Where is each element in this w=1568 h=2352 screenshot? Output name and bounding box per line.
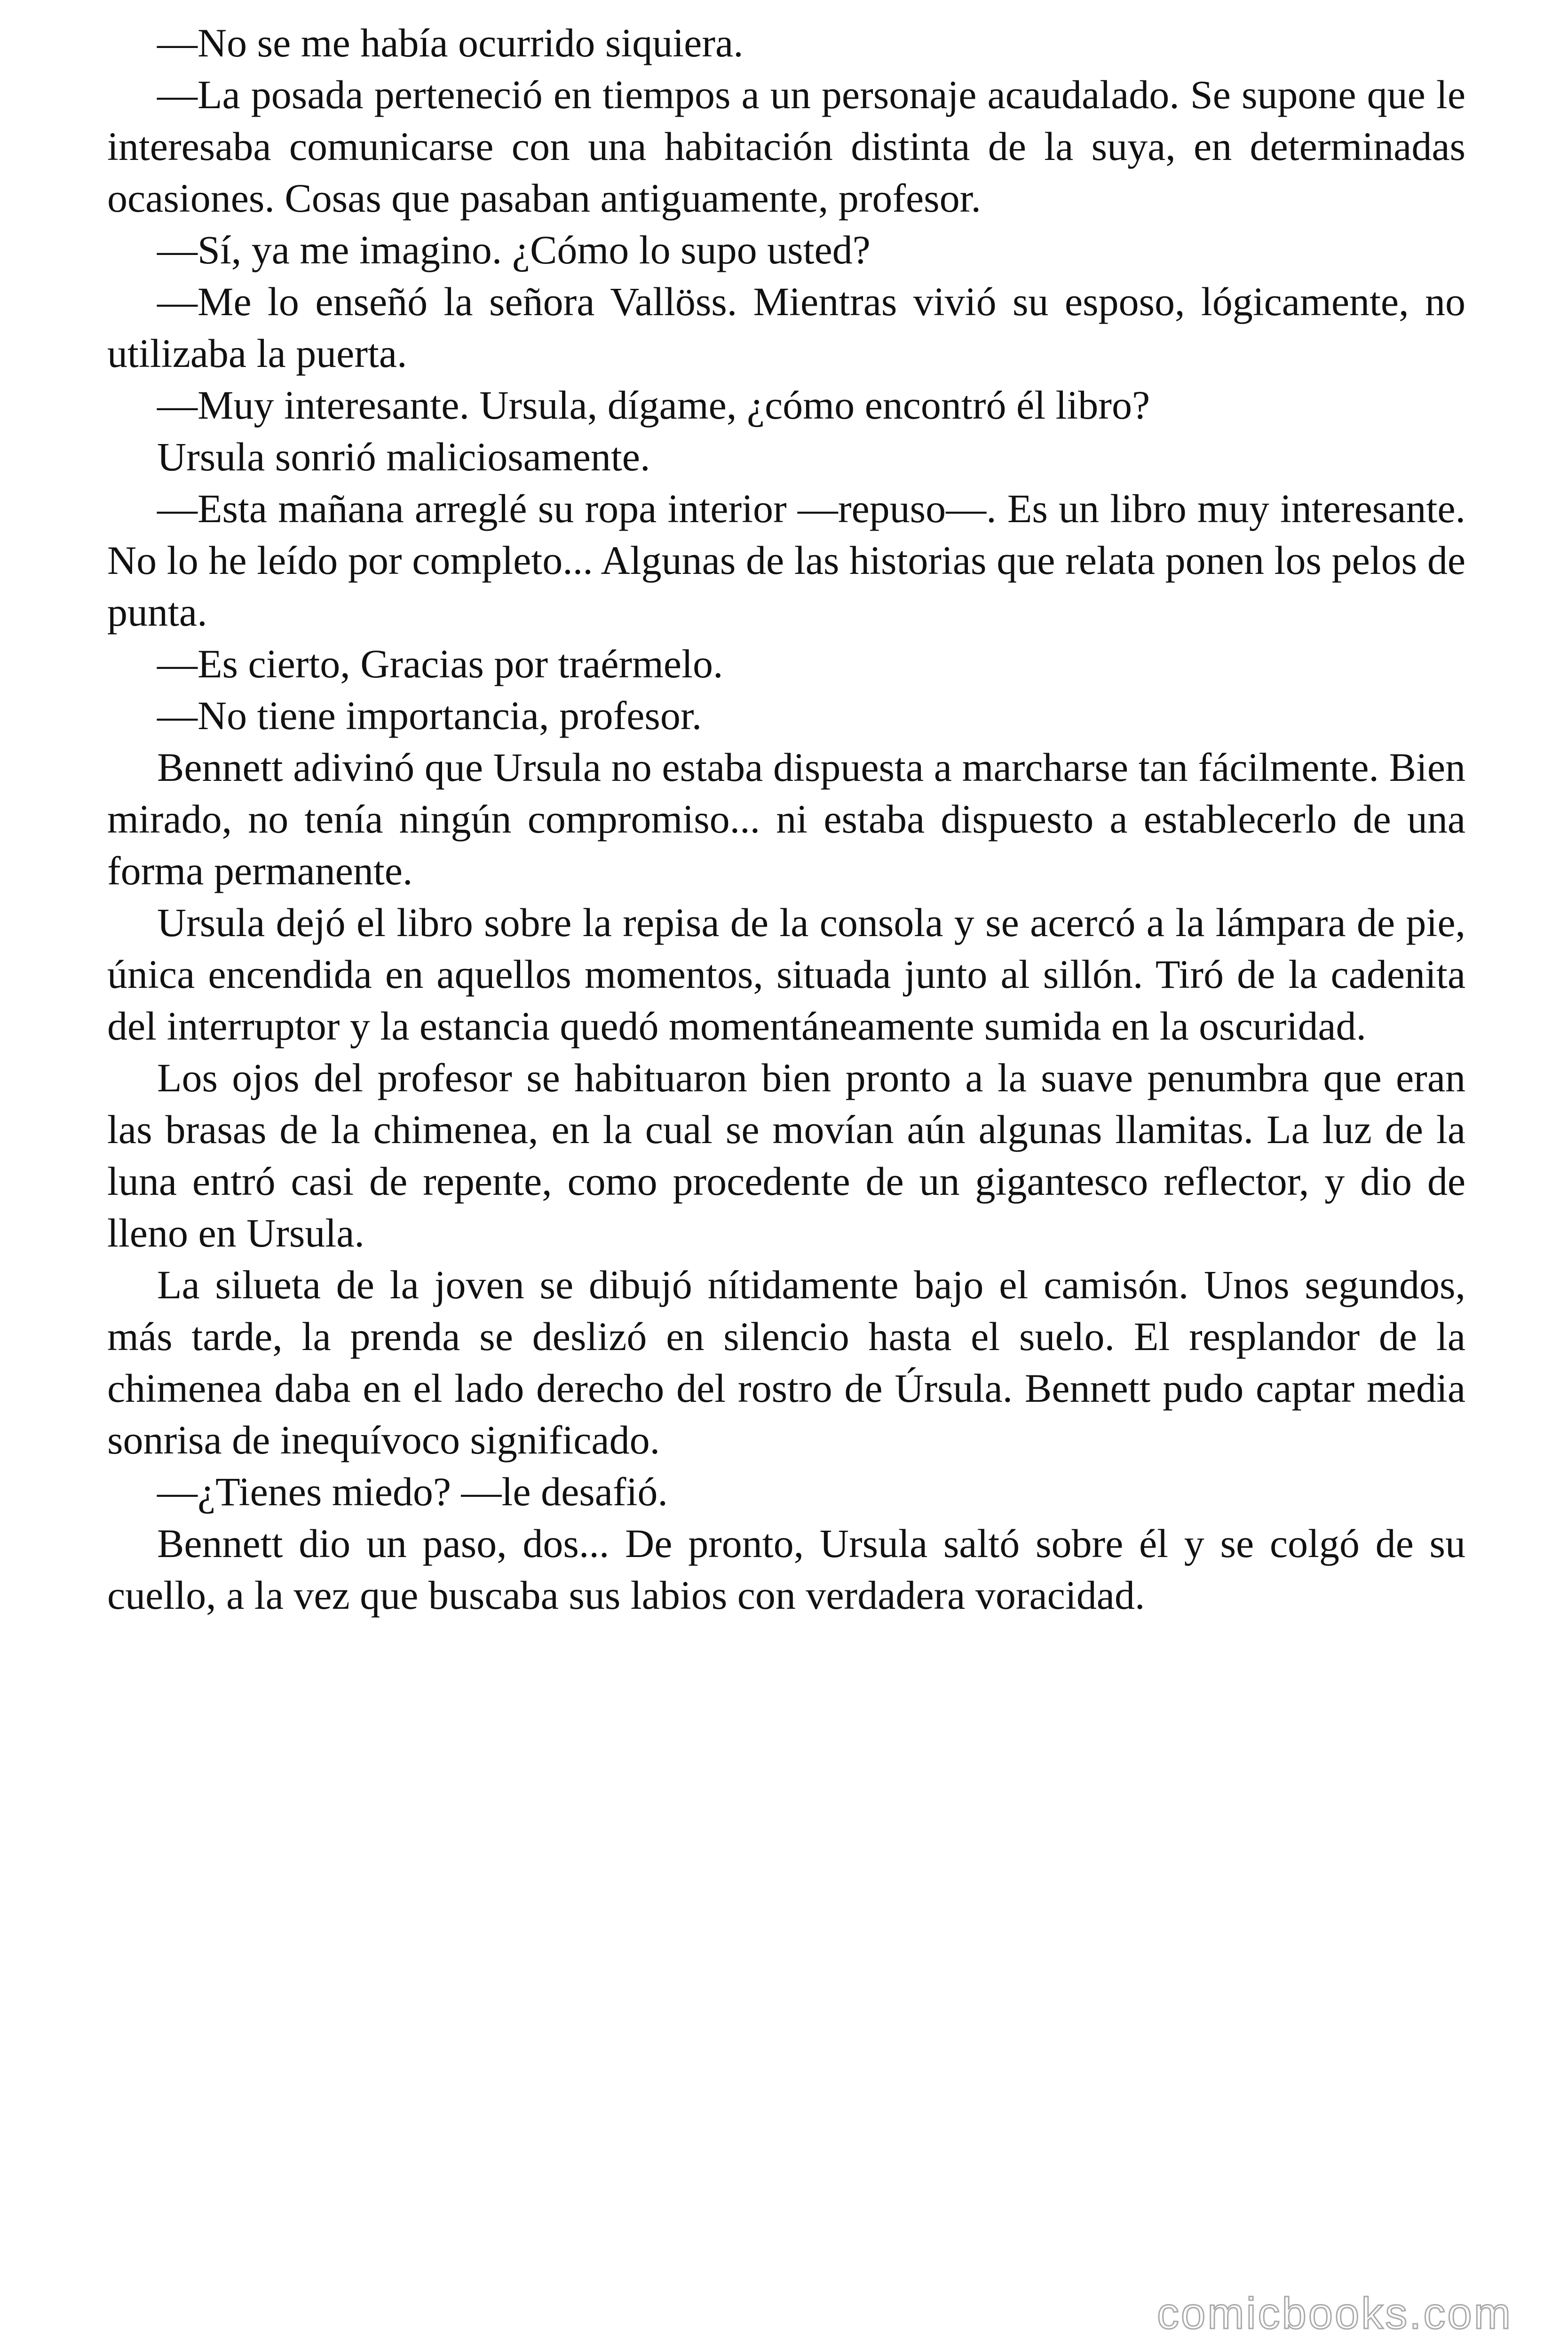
paragraph: —¿Tienes miedo? —le desafió. bbox=[157, 1469, 668, 1514]
paragraph: —La posada perteneció en tiempos a un personaje acaudalado. Se supone que le interesaba comunicarse con una habitación distinta de la suya, en determinadas ocasiones. Cosas que pasaban antiguamente, profesor. bbox=[107, 72, 1465, 221]
paragraph: Bennett dio un paso, dos... De pronto, Ursula saltó sobre él y se colgó de su cuello, a la vez que buscaba sus labios con verdadera voracidad. bbox=[107, 1521, 1465, 1618]
paragraph: Bennett adivinó que Ursula no estaba dispuesta a marcharse tan fácilmente. Bien mirado, no tenía ningún compromiso... ni estaba dispuesto a establecerlo de una forma permanente. bbox=[107, 745, 1465, 893]
paragraph: —Es cierto, Gracias por traérmelo. bbox=[157, 641, 723, 686]
paragraph: —No tiene importancia, profesor. bbox=[157, 693, 702, 738]
paragraph: —Muy interesante. Ursula, dígame, ¿cómo encontró él libro? bbox=[157, 382, 1150, 428]
paragraph: —No se me había ocurrido siquiera. bbox=[157, 20, 744, 65]
paragraph: Los ojos del profesor se habituaron bien pronto a la suave penumbra que eran las brasas de la chimenea, en la cual se movían aún algunas llamitas. La luz de la luna entró casi de repente, como procedente de un gigantesco reflector, y dio de lleno en Ursula. bbox=[107, 1055, 1465, 1255]
paragraph: Ursula dejó el libro sobre la repisa de la consola y se acercó a la lámpara de pie, única encendida en aquellos momentos, situada junto al sillón. Tiró de la cadenita del interruptor y la estancia quedó momentáneamente sumida en la oscuridad. bbox=[107, 900, 1465, 1049]
paragraph: —Me lo enseñó la señora Vallöss. Mientras vivió su esposo, lógicamente, no utilizaba la puerta. bbox=[107, 279, 1465, 376]
paragraph: —Esta mañana arreglé su ropa interior —repuso—. Es un libro muy interesante. No lo he leído por completo... Algunas de las historias que relata ponen los pelos de punta. bbox=[107, 486, 1465, 635]
page-body bbox=[107, 17, 1465, 1621]
paragraph: —Sí, ya me imagino. ¿Cómo lo supo usted? bbox=[157, 227, 871, 272]
watermark: comicbooks.com bbox=[1157, 2288, 1513, 2338]
paragraph: Ursula sonrió maliciosamente. bbox=[157, 434, 650, 479]
paragraph: La silueta de la joven se dibujó nítidamente bajo el camisón. Unos segundos, más tarde, la prenda se deslizó en silencio hasta el suelo. El resplandor de la chimenea daba en el lado derecho del rostro de Úrsula. Bennett pudo captar media sonrisa de inequívoco significado. bbox=[107, 1262, 1465, 1462]
